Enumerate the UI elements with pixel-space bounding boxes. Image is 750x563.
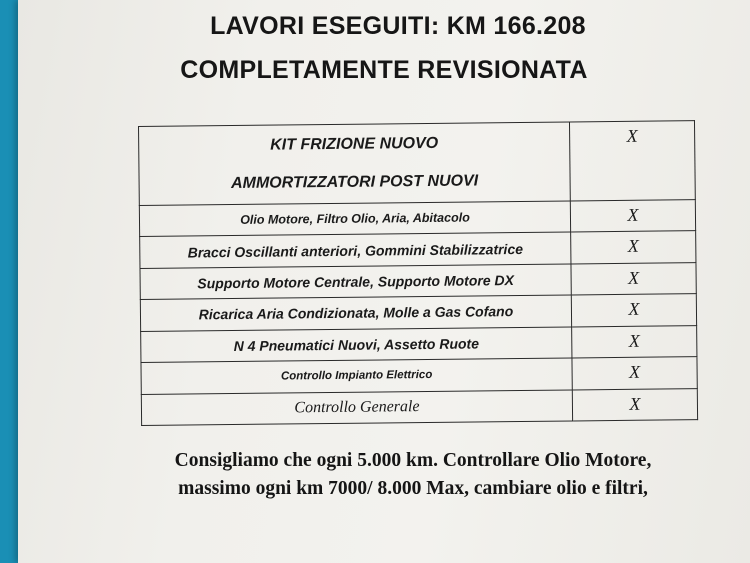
check-mark: X	[570, 200, 695, 233]
table-row	[139, 121, 696, 206]
page-subtitle: COMPLETAMENTE REVISIONATA	[180, 56, 588, 84]
check-mark: X	[572, 325, 697, 358]
work-item-label: Controllo Generale	[141, 389, 572, 425]
work-table	[138, 120, 698, 426]
table-row	[141, 388, 697, 425]
work-item-label: Olio Motore, Filtro Olio, Aria, Abitacolo	[139, 201, 570, 237]
work-item-label: Ricarica Aria Condizionata, Molle a Gas Cofano	[140, 295, 571, 331]
paper-sheet	[18, 0, 750, 563]
footer-line-2: massimo ogni km 7000/ 8.000 Max, cambiare olio e filtri,	[178, 478, 648, 499]
work-item-label: Supporto Motore Centrale, Supporto Motore DX	[140, 264, 571, 300]
check-mark: X	[569, 121, 695, 201]
check-mark: X	[572, 388, 697, 421]
page-title: LAVORI ESEGUITI: KM 166.208	[210, 12, 586, 40]
footer-line-1: Consigliamo che ogni 5.000 km. Controllare Olio Motore,	[174, 450, 652, 471]
work-item-label: KIT FRIZIONE NUOVO AMMORTIZZATORI POST NUOVI	[139, 122, 571, 206]
check-mark: X	[572, 357, 697, 390]
work-item-label: N 4 Pneumatici Nuovi, Assetto Ruote	[141, 327, 572, 363]
check-mark: X	[571, 294, 696, 327]
check-mark: X	[571, 263, 696, 296]
work-item-label: Controllo Impianto Elettrico	[141, 358, 572, 394]
work-item-label: Bracci Oscillanti anteriori, Gommini Stabilizzatrice	[140, 232, 571, 268]
check-mark: X	[571, 231, 696, 264]
